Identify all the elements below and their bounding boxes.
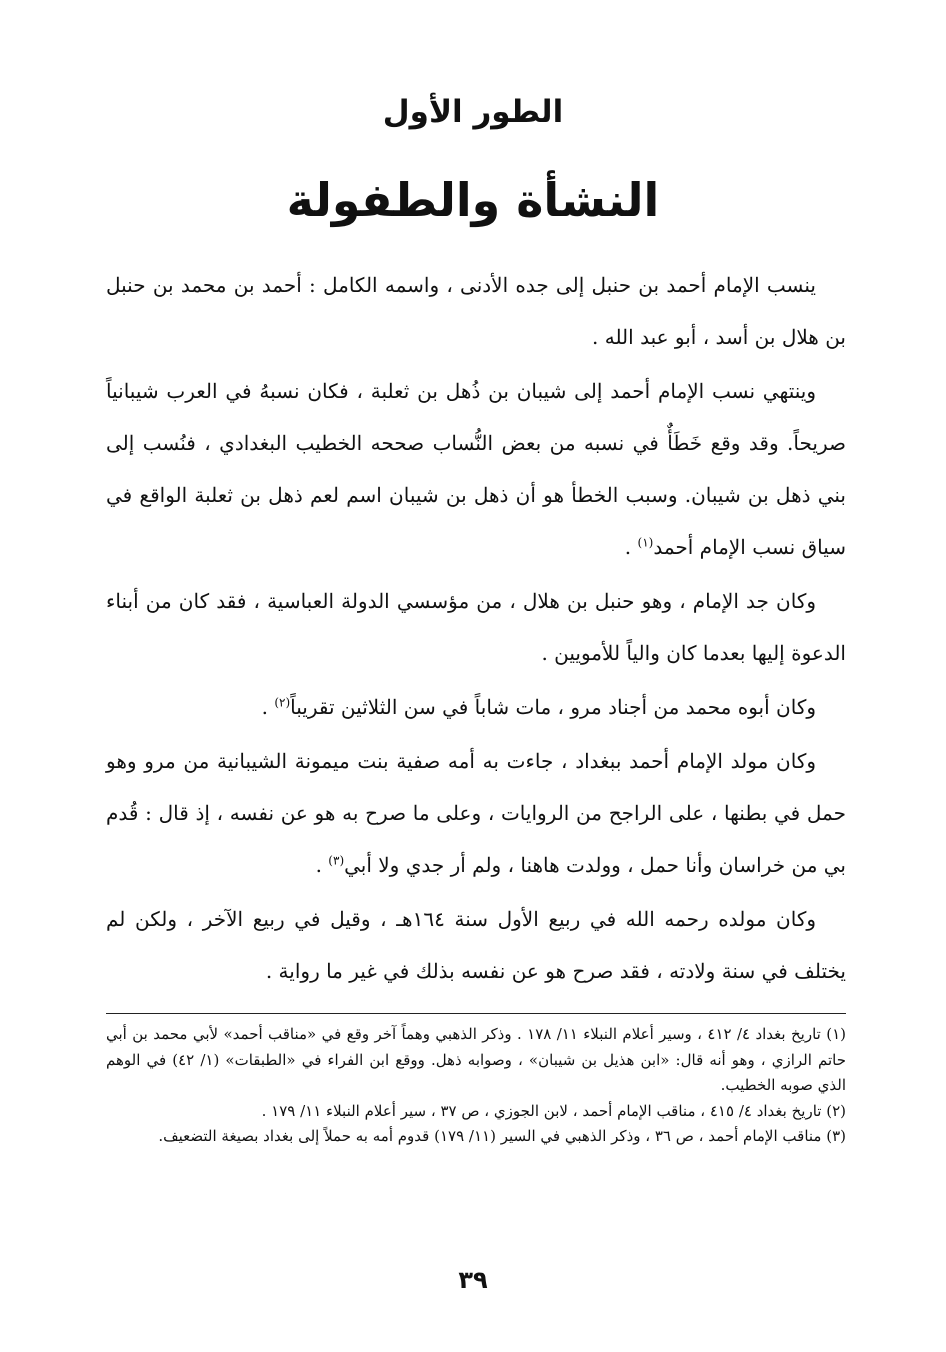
paragraph-text: ينسب الإمام أحمد بن حنبل إلى جده الأدنى ، واسمه الكامل : أحمد بن محمد بن حنبل بن هلال بن أسد ، أبو عبد الله . [106,273,846,349]
paragraph-6 [106,893,846,997]
footnotes [106,1022,846,1150]
body-text [106,259,846,999]
paragraph-text: وينتهي نسب الإمام أحمد إلى شيبان بن ذُهل بن ثعلبة ، فكان نسبهُ في العرب شيبانياً صريحاً. وقد وقع خَطَأٌ في نسبه من بعض النُّساب صححه الخطيب البغدادي ، فنُسب إلى بني ذهل بن شيبان. وسبب الخطأ هو أن ذهل بن شيبان اسم لعم ذهل بن ثعلبة الواقع في سياق نسب الإمام أحمد [106,379,847,559]
paragraph-5 [106,735,846,891]
footnote-1: (١) تاريخ بغداد ٤/ ٤١٢ ، وسير أعلام النبلاء ١١/ ١٧٨ . وذكر الذهبي وهماً آخر وقع في «مناقب أحمد» لأبي محمد بن أبي حاتم الرازي ، وهو أنه قال: «ابن هذيل بن شيبان» ، وصوابه ذهل. ووقع ابن الفراء في «الطبقات» (١/ ٤٢) في الوهم الذي صوبه الخطيب. [106,1025,847,1094]
paragraph-text: وكان جد الإمام ، وهو حنبل بن هلال ، من مؤسسي الدولة العباسية ، فقد كان من أبناء الدعوة إليها بعدما كان والياً للأمويين . [106,589,846,665]
footnote-ref-3[interactable]: (٣) [328,853,345,868]
chapter-heading: الطور الأول [382,94,564,130]
footnote-ref-1[interactable]: (١) [637,535,654,550]
footnote-3: (٣) مناقب الإمام أحمد ، ص ٣٦ ، وذكر الذهبي في السير (١١/ ١٧٩) قدوم أمه به حملاً إلى بغداد بصيغة التضعيف. [158,1127,846,1145]
punctuation: . [315,853,329,877]
paragraph-1 [106,259,846,363]
paragraph-3 [106,575,846,679]
footnote-ref-2[interactable]: (٢) [274,695,291,710]
chapter-title: النشأة والطفولة [286,173,660,227]
paragraph-text: وكان مولده رحمه الله في ربيع الأول سنة ١٦٤هـ ، وقيل في ربيع الآخر ، ولكن لم يختلف في سنة ولادته ، فقد صرح هو عن نفسه بذلك في غير ما رواية . [106,907,846,983]
footnote-divider [106,1013,846,1014]
punctuation: . [261,695,275,719]
paragraph-text: وكان مولد الإمام أحمد ببغداد ، جاءت به أمه صفية بنت ميمونة الشيبانية من مرو وهو حمل في بطنها ، على الراجح من الروايات ، وعلى ما صرح به هو عن نفسه ، إذ قال : قُدم بي من خراسان وأنا حمل ، وولدت هاهنا ، ولم أر جدي ولا أبي [106,749,846,877]
paragraph-2 [106,365,846,573]
paragraph-text: وكان أبوه محمد من أجناد مرو ، مات شاباً في سن الثلاثين تقريباً [290,695,816,719]
page-number: ٣٩ [458,1266,488,1294]
footnote-2: (٢) تاريخ بغداد ٤/ ٤١٥ ، مناقب الإمام أحمد ، لابن الجوزي ، ص ٣٧ ، سير أعلام النبلاء ١١/ ١٧٩ . [261,1101,846,1120]
punctuation: . [624,535,638,559]
paragraph-4 [106,681,846,733]
